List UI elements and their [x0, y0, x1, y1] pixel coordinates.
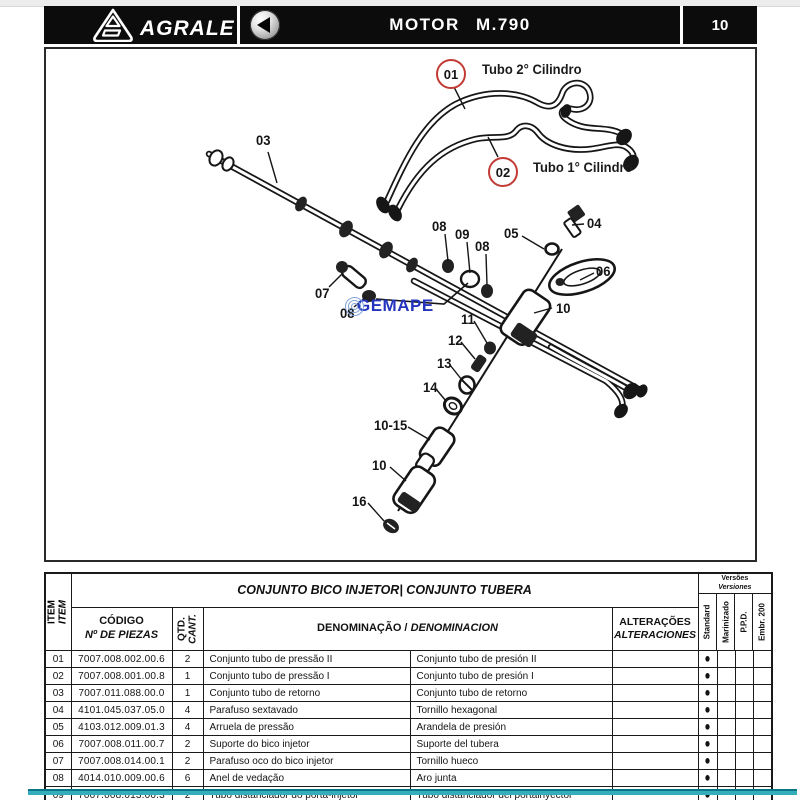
standard-dot: ●	[704, 736, 711, 751]
table-title: CONJUNTO BICO INJETOR| CONJUNTO TUBERA	[71, 573, 698, 607]
item-header-pt: ITEM	[46, 600, 58, 624]
code-cell: 7007.008.001.00.8	[71, 668, 172, 685]
alterations-cell	[612, 702, 698, 719]
code-cell: 7007.008.014.00.1	[71, 753, 172, 770]
watermark-text: GEMAPE	[357, 296, 434, 315]
version-col-embr200: Embr. 200	[757, 603, 767, 641]
table-row	[45, 651, 772, 668]
qty-column-header: QTD. CANT.	[172, 607, 203, 650]
item-column-header	[45, 573, 71, 651]
denomination-pt-cell: Conjunto tubo de pressão I	[203, 668, 410, 685]
ppd-cell	[735, 668, 753, 685]
code-column-header: CÓDIGO Nº DE PIEZAS	[71, 607, 172, 650]
part-label-08b: 08	[475, 238, 490, 255]
standard-dot-cell	[698, 753, 717, 770]
ppd-cell	[735, 770, 753, 787]
standard-dot: ●	[704, 719, 711, 734]
version-col-ppd: P.P.D.	[735, 594, 753, 650]
part-label-10-15: 10-15	[374, 417, 408, 434]
parts-table	[44, 572, 773, 800]
alterations-cell	[612, 736, 698, 753]
item-cell: 07	[45, 753, 71, 770]
marinizado-cell	[717, 702, 735, 719]
part-label-08c: 08	[340, 305, 355, 322]
item-cell: 05	[45, 719, 71, 736]
standard-dot: ●	[704, 753, 711, 768]
code-cell: 7007.008.002.00.6	[71, 651, 172, 668]
embr200-cell	[753, 770, 772, 787]
header-title-section	[240, 6, 680, 44]
denomination-pt-cell: Arruela de pressão	[203, 719, 410, 736]
code-cell: 7007.011.088.00.0	[71, 685, 172, 702]
brand-block	[44, 6, 237, 44]
callout-01	[436, 59, 466, 89]
alterations-cell	[612, 668, 698, 685]
denomination-pt-cell: Conjunto tubo de retorno	[203, 685, 410, 702]
versions-header-block	[698, 573, 772, 651]
alterations-cell	[612, 685, 698, 702]
ppd-cell	[735, 719, 753, 736]
standard-dot-cell	[698, 770, 717, 787]
standard-dot: ●	[704, 770, 711, 785]
part-label-06: 06	[596, 263, 611, 280]
version-col-standard: Standard	[699, 594, 718, 650]
qty-cell: 4	[172, 719, 203, 736]
part-label-13: 13	[437, 355, 452, 372]
standard-dot-cell	[698, 668, 717, 685]
part-label-14: 14	[423, 379, 438, 396]
embr200-cell	[753, 685, 772, 702]
standard-dot-cell	[698, 651, 717, 668]
marinizado-cell	[717, 685, 735, 702]
denomination-es-cell: Conjunto tubo de retorno	[410, 685, 612, 702]
denomination-pt-cell: Parafuso oco do bico injetor	[203, 753, 410, 770]
item-cell: 06	[45, 736, 71, 753]
back-arrow-icon	[257, 17, 270, 33]
page-title: MOTOR M.790	[389, 15, 531, 34]
item-header-es: ITEM	[57, 600, 69, 624]
alterations-cell	[612, 651, 698, 668]
denomination-pt-cell: Parafuso sextavado	[203, 702, 410, 719]
part-label-10b: 10	[372, 457, 387, 474]
denomination-es-cell: Conjunto tubo de presión II	[410, 651, 612, 668]
bottom-teal-divider	[28, 789, 797, 795]
code-cell: 4103.012.009.01.3	[71, 719, 172, 736]
versions-pt: Versões	[721, 575, 749, 582]
marinizado-cell	[717, 651, 735, 668]
parts-diagram	[44, 47, 757, 562]
part-label-16: 16	[352, 493, 367, 510]
table-row	[45, 719, 772, 736]
denomination-es-cell: Aro junta	[410, 770, 612, 787]
table-row	[45, 753, 772, 770]
embr200-cell	[753, 736, 772, 753]
table-row	[45, 736, 772, 753]
tube-2-cylinder-label: Tubo 2° Cilindro	[482, 61, 582, 78]
page-number: 10	[711, 16, 729, 34]
item-cell: 04	[45, 702, 71, 719]
back-button[interactable]	[250, 10, 280, 40]
ppd-cell	[735, 736, 753, 753]
alterations-column-header: ALTERAÇÕES ALTERACIONES	[612, 607, 698, 650]
qty-cell: 2	[172, 651, 203, 668]
ppd-cell	[735, 685, 753, 702]
ppd-cell	[735, 702, 753, 719]
part-label-12: 12	[448, 332, 463, 349]
ppd-cell	[735, 651, 753, 668]
qty-cell: 6	[172, 770, 203, 787]
embr200-cell	[753, 753, 772, 770]
versions-es: Versiones	[718, 583, 752, 591]
part-label-07: 07	[315, 285, 330, 302]
standard-dot-cell	[698, 685, 717, 702]
versions-box	[699, 574, 772, 594]
denomination-pt-cell: Conjunto tubo de pressão II	[203, 651, 410, 668]
watermark-swirl-icon	[345, 296, 365, 316]
part-label-08a: 08	[432, 218, 447, 235]
embr200-cell	[753, 651, 772, 668]
denomination-es-cell: Conjunto tubo de presión I	[410, 668, 612, 685]
header-bar	[44, 6, 757, 44]
code-cell: 4101.045.037.05.0	[71, 702, 172, 719]
embr200-cell	[753, 719, 772, 736]
brand-name: AGRALE	[140, 17, 235, 40]
standard-dot: ●	[704, 702, 711, 717]
denomination-es-cell: Suporte del tubera	[410, 736, 612, 753]
marinizado-cell	[717, 770, 735, 787]
part-label-11: 11	[461, 311, 475, 328]
agrale-logo-icon	[92, 8, 134, 42]
code-cell: 4014.010.009.00.6	[71, 770, 172, 787]
marinizado-cell	[717, 668, 735, 685]
watermark	[345, 296, 434, 316]
item-cell: 03	[45, 685, 71, 702]
marinizado-cell	[717, 753, 735, 770]
qty-cell: 1	[172, 668, 203, 685]
denomination-es-cell: Tornillo hexagonal	[410, 702, 612, 719]
denomination-column-header: DENOMINAÇÃO / DENOMINACION	[203, 607, 612, 650]
table-row	[45, 770, 772, 787]
callout-02	[488, 157, 518, 187]
standard-dot-cell	[698, 736, 717, 753]
alterations-cell	[612, 753, 698, 770]
marinizado-cell	[717, 719, 735, 736]
qty-cell: 2	[172, 736, 203, 753]
table-row	[45, 685, 772, 702]
callout-01-number: 01	[443, 66, 459, 82]
embr200-cell	[753, 702, 772, 719]
alterations-cell	[612, 770, 698, 787]
denomination-es-cell: Arandela de presión	[410, 719, 612, 736]
denomination-es-cell: Tornillo hueco	[410, 753, 612, 770]
item-cell: 08	[45, 770, 71, 787]
part-label-05: 05	[504, 225, 519, 242]
part-label-09: 09	[455, 226, 470, 243]
callout-02-number: 02	[495, 164, 511, 180]
standard-dot: ●	[704, 685, 711, 700]
qty-cell: 1	[172, 685, 203, 702]
version-columns	[699, 594, 772, 650]
qty-cell: 2	[172, 753, 203, 770]
tube-1-cylinder-label: Tubo 1° Cilindro	[533, 159, 633, 176]
part-label-03: 03	[256, 132, 271, 149]
denomination-pt-cell: Anel de vedação	[203, 770, 410, 787]
alterations-cell	[612, 719, 698, 736]
marinizado-cell	[717, 736, 735, 753]
standard-dot-cell	[698, 702, 717, 719]
table-row	[45, 702, 772, 719]
standard-dot: ●	[704, 668, 711, 683]
code-cell: 7007.008.011.00.7	[71, 736, 172, 753]
version-col-marinizado: Marinizado	[717, 594, 735, 650]
denomination-pt-cell: Suporte do bico injetor	[203, 736, 410, 753]
item-cell: 01	[45, 651, 71, 668]
table-row	[45, 668, 772, 685]
ppd-cell	[735, 753, 753, 770]
qty-cell: 4	[172, 702, 203, 719]
part-label-10a: 10	[556, 300, 571, 317]
standard-dot: ●	[704, 651, 711, 666]
standard-dot-cell	[698, 719, 717, 736]
part-label-04: 04	[587, 215, 602, 232]
embr200-cell	[753, 668, 772, 685]
item-cell: 02	[45, 668, 71, 685]
tubes-inner	[209, 83, 642, 411]
